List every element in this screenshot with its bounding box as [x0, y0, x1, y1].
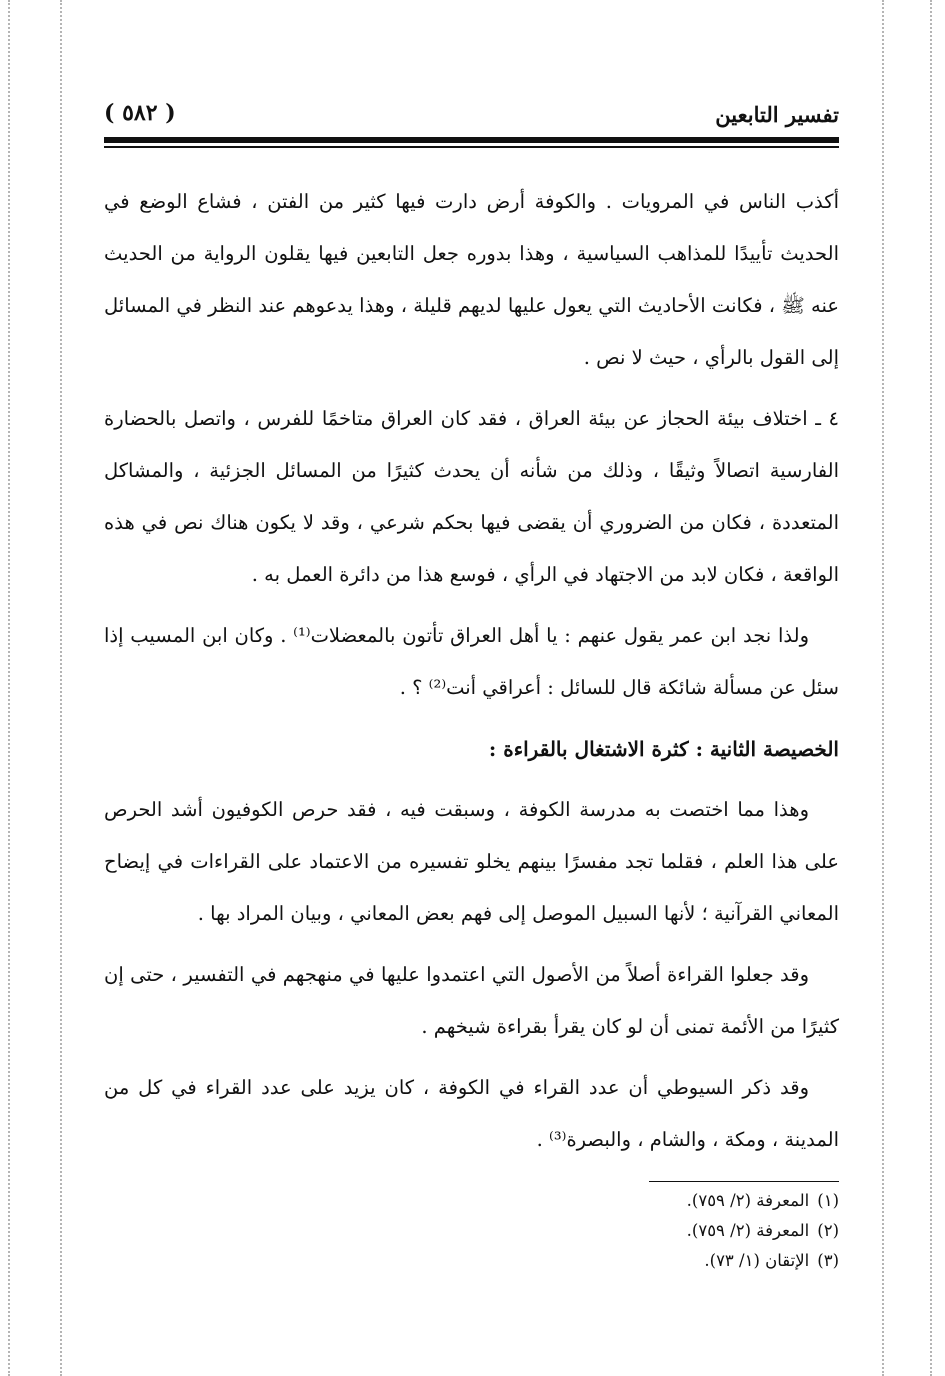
book-title: تفسير التابعين [715, 102, 839, 127]
right-margin-dots [930, 0, 932, 1376]
main-text [104, 176, 839, 1175]
footnote-text: المعرفة (٢/ ٧٥٩). [686, 1191, 810, 1210]
footnote-text: المعرفة (٢/ ٧٥٩). [686, 1221, 810, 1240]
footnote-item [539, 1246, 839, 1276]
section-heading: الخصيصة الثانية : كثرة الاشتغال بالقراءة : [488, 737, 839, 761]
footnote-item [539, 1216, 839, 1246]
paragraph: ٤ ـ اختلاف بيئة الحجاز عن بيئة العراق ، فقد كان العراق متاخمًا للفرس ، واتصل بالحضارة الفارسية اتصالاً وثيقًا ، وذلك من شأنه أن يحدث كثيرًا من المسائل الجزئية ، والمشاكل المتعددة ، فكان من الضروري أن يقضى فيها بحكم شرعي ، وقد لا يكون هناك نص في هذه الواقعة ، فكان لابد من الاجتهاد في الرأي ، فوسع هذا من دائرة العمل به . [104, 407, 839, 586]
footnote-separator [649, 1181, 839, 1182]
page-header [104, 100, 839, 130]
footnote-number: (٢) [817, 1221, 839, 1240]
footnote-number: (٣) [817, 1251, 839, 1270]
paragraph: أكذب الناس في المرويات . والكوفة أرض دارت فيها كثير من الفتن ، فشاع الوضع في الحديث تأييدًا للمذاهب السياسية ، وهذا بدوره جعل التابعين فيها يقلون الرواية من الحديث عنه ﷺ ، فكانت الأحاديث التي يعول عليها لديهم قليلة ، وهذا يدعوهم عند النظر في المسائل إلى القول بالرأي ، حيث لا نص . [104, 190, 839, 369]
page-number: ( ٥٨٢ ) [104, 100, 176, 126]
right-margin-dots [882, 0, 884, 1376]
paragraph: ولذا نجد ابن عمر يقول عنهم : يا أهل العراق تأتون بالمعضلات⁽¹⁾ . وكان ابن المسيب إذا سئل عن مسألة شائكة قال للسائل : أعراقي أنت⁽²⁾ ؟ . [104, 624, 839, 699]
header-rule-thin [104, 146, 839, 148]
footnote-text: الإتقان (١/ ٧٣). [704, 1251, 810, 1270]
header-rule-thick [104, 137, 839, 143]
paragraph: وهذا مما اختصت به مدرسة الكوفة ، وسبقت فيه ، فقد حرص الكوفيون أشد الحرص على هذا العلم ، فقلما تجد مفسرًا بينهم يخلو تفسيره من الاعتماد على القراءات في إيضاح المعاني القرآنية ؛ لأنها السبيل الموصل إلى فهم بعض المعاني ، وبيان المراد بها . [104, 798, 839, 925]
footnotes [539, 1186, 839, 1276]
footnote-number: (١) [817, 1191, 839, 1210]
paragraph: وقد جعلوا القراءة أصلاً من الأصول التي اعتمدوا عليها في منهجهم في التفسير ، حتى إن كثيرًا من الأئمة تمنى أن لو كان يقرأ بقراءة شيخهم . [104, 963, 839, 1038]
left-margin-dots [60, 0, 62, 1376]
footnote-item [539, 1186, 839, 1216]
left-margin-dots [8, 0, 10, 1376]
paragraph: وقد ذكر السيوطي أن عدد القراء في الكوفة ، كان يزيد على عدد القراء في كل من المدينة ، ومكة ، والشام ، والبصرة⁽³⁾ . [104, 1076, 839, 1151]
